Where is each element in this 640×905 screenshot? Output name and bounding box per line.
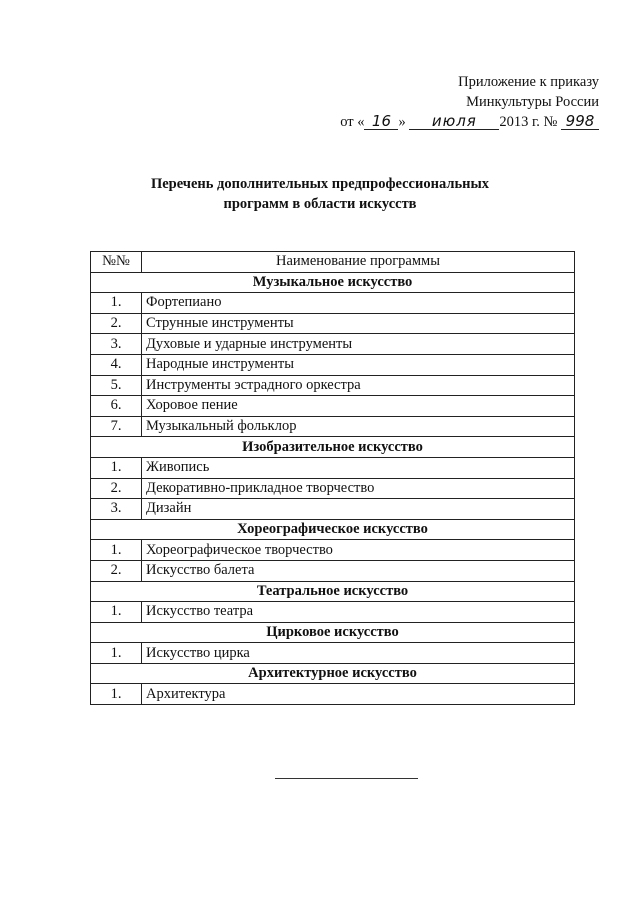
order-year: 2013 г. bbox=[499, 114, 540, 130]
program-name: Декоративно-прикладное творчество bbox=[142, 478, 575, 499]
row-number: 4. bbox=[91, 354, 142, 375]
program-name: Хоровое пение bbox=[142, 396, 575, 417]
document-title bbox=[0, 174, 640, 214]
program-name: Искусство балета bbox=[142, 560, 575, 581]
table-row bbox=[91, 354, 575, 375]
header-line-1: Приложение к приказу bbox=[458, 74, 599, 90]
program-name: Музыкальный фольклор bbox=[142, 416, 575, 437]
program-name: Искусство цирка bbox=[142, 643, 575, 664]
table-row bbox=[91, 478, 575, 499]
table-row bbox=[91, 416, 575, 437]
category-row bbox=[91, 437, 575, 458]
row-number: 1. bbox=[91, 602, 142, 623]
handwritten-order-number: 998 bbox=[561, 114, 599, 130]
closing-rule bbox=[275, 778, 418, 779]
category-row bbox=[91, 581, 575, 602]
title-line-1: Перечень дополнительных предпрофессиональных bbox=[150, 176, 490, 192]
program-name: Струнные инструменты bbox=[142, 313, 575, 334]
header-line-2: Минкультуры России bbox=[466, 94, 599, 110]
row-number: 1. bbox=[91, 293, 142, 314]
table-row bbox=[91, 293, 575, 314]
row-number: 1. bbox=[91, 643, 142, 664]
program-name: Искусство театра bbox=[142, 602, 575, 623]
handwritten-month: июля bbox=[409, 114, 499, 130]
category-name: Изобразительное искусство bbox=[91, 437, 575, 458]
program-name: Духовые и ударные инструменты bbox=[142, 334, 575, 355]
category-row bbox=[91, 272, 575, 293]
row-number: 2. bbox=[91, 560, 142, 581]
program-name: Народные инструменты bbox=[142, 354, 575, 375]
row-number: 5. bbox=[91, 375, 142, 396]
programs-table bbox=[90, 251, 575, 705]
category-row bbox=[91, 663, 575, 684]
program-name: Хореографическое творчество bbox=[142, 540, 575, 561]
order-attachment-header bbox=[340, 72, 599, 132]
table-body bbox=[91, 272, 575, 704]
row-number: 2. bbox=[91, 313, 142, 334]
row-number: 3. bbox=[91, 499, 142, 520]
table-header-row bbox=[91, 252, 575, 273]
from-prefix: от « bbox=[340, 114, 365, 130]
column-header-number: №№ bbox=[91, 252, 142, 273]
category-row bbox=[91, 519, 575, 540]
handwritten-day: 16 bbox=[364, 114, 398, 130]
category-name: Театральное искусство bbox=[91, 581, 575, 602]
table-row bbox=[91, 396, 575, 417]
program-name: Инструменты эстрадного оркестра bbox=[142, 375, 575, 396]
program-name: Живопись bbox=[142, 457, 575, 478]
category-name: Архитектурное искусство bbox=[91, 663, 575, 684]
day-close-quote: » bbox=[398, 114, 406, 130]
row-number: 6. bbox=[91, 396, 142, 417]
table-row bbox=[91, 643, 575, 664]
program-name: Архитектура bbox=[142, 684, 575, 705]
table-row bbox=[91, 560, 575, 581]
table-row bbox=[91, 313, 575, 334]
table-row bbox=[91, 499, 575, 520]
row-number: 1. bbox=[91, 540, 142, 561]
category-name: Музыкальное искусство bbox=[91, 272, 575, 293]
table-row bbox=[91, 684, 575, 705]
row-number: 2. bbox=[91, 478, 142, 499]
number-label: № bbox=[543, 114, 558, 130]
row-number: 3. bbox=[91, 334, 142, 355]
table-row bbox=[91, 375, 575, 396]
row-number: 1. bbox=[91, 457, 142, 478]
row-number: 7. bbox=[91, 416, 142, 437]
program-name: Дизайн bbox=[142, 499, 575, 520]
table-row bbox=[91, 457, 575, 478]
table-row bbox=[91, 602, 575, 623]
order-date-number-line bbox=[340, 112, 599, 132]
category-row bbox=[91, 622, 575, 643]
row-number: 1. bbox=[91, 684, 142, 705]
title-line-2: программ в области искусств bbox=[223, 196, 417, 212]
category-name: Цирковое искусство bbox=[91, 622, 575, 643]
table-row bbox=[91, 334, 575, 355]
category-name: Хореографическое искусство bbox=[91, 519, 575, 540]
program-name: Фортепиано bbox=[142, 293, 575, 314]
table-row bbox=[91, 540, 575, 561]
column-header-name: Наименование программы bbox=[142, 252, 575, 273]
